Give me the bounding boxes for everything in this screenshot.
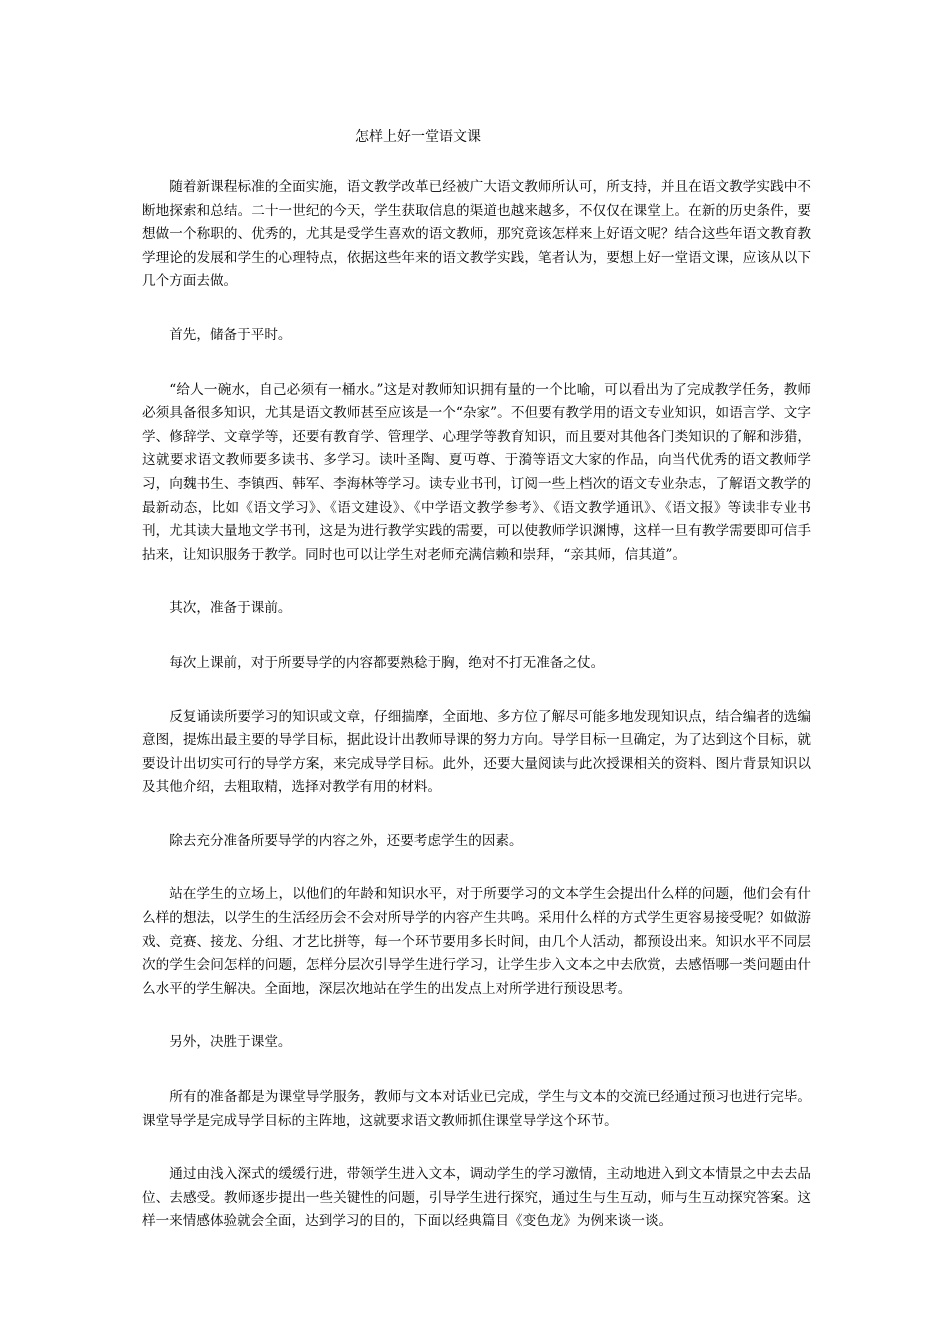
paragraph-intro: 随着新课程标准的全面实施，语文教学改革已经被广大语文教师所认可，所支持，并且在语文教学实践中不断地探索和总结。二十一世纪的今天，学生获取信息的渠道也越来越多，不仅仅在课堂上。在新的历史条件，要想做一个称职的、优秀的，尤其是受学生喜欢的语文教师，那究竟该怎样来上好语文呢？结合这些年语文教育教学理论的发展和学生的心理特点，依据这些年来的语文教学实践，笔者认为，要想上好一堂语文课，应该从以下几个方面去做。 [142, 179, 811, 290]
paragraph-student-factors: 除去充分准备所要导学的内容之外，还要考虑学生的因素。 [169, 832, 523, 849]
paragraph-knowledge-reserve: “给人一碗水，自己必须有一桶水。”这是对教师知识拥有量的一个比喻，可以看出为了完成教学任务，教师必须具备很多知识，尤其是语文教师甚至应该是一个“杂家”。不但要有教学用的语文专业知识，如语言学、文字学、修辞学、文章学等，还要有教育学、管理学、心理学等教育知识，而且要对其他各门类知识的了解和涉猎，这就要求语文教师要多读书、多学习。读叶圣陶、夏丏尊、于漪等语文大家的作品，向当代优秀的语文教师学习，向魏书生、李镇西、韩军、李海林等学习。读专业书刊，订阅一些上档次的语文专业杂志，了解语文教学的最新动态，比如《语文学习》、《语文建设》、《中学语文教学参考》、《语文教学通讯》、《语文报》等读非专业书刊，尤其读大量地文学书刊，这是为进行教学实践的需要，可以使教师学识渊博，这样一旦有教学需要即可信手拈来，让知识服务于教学。同时也可以让学生对老师充满信赖和崇拜，“亲其师，信其道”。 [142, 381, 811, 563]
paragraph-lesson-prep: 每次上课前，对于所要导学的内容都要熟稔于胸，绝对不打无准备之仗。 [169, 654, 605, 671]
document-title: 怎样上好一堂语文课 [355, 129, 481, 145]
section-heading-first: 首先，储备于平时。 [169, 326, 292, 343]
section-heading-third: 另外，决胜于课堂。 [169, 1034, 292, 1051]
document-body [142, 176, 811, 1264]
paragraph-repeated-reading: 反复诵读所要学习的知识或文章，仔细揣摩，全面地、多方位了解尽可能多地发现知识点，结合编者的选编意图，提炼出最主要的导学目标，据此设计出教师导课的努力方向。导学目标一旦确定，为了达到这个目标，就要设计出切实可行的导学方案，来完成导学目标。此外，还要大量阅读与此次授课相关的资料、图片背景知识以及其他介绍，去粗取精，选择对教学有用的材料。 [142, 708, 811, 796]
paragraph-student-perspective: 站在学生的立场上，以他们的年龄和知识水平，对于所要学习的文本学生会提出什么样的问题，他们会有什么样的想法，以学生的生活经历会不会对所导学的内容产生共鸣。采用什么样的方式学生更容易接受呢？如做游戏、竞赛、接龙、分组、才艺比拼等，每一个环节要用多长时间，由几个人活动，都预设出来。知识水平不同层次的学生会问怎样的问题，怎样分层次引导学生进行学习，让学生步入文本之中去欣赏，去感悟哪一类问题由什么水平的学生解决。全面地，深层次地站在学生的出发点上对所学进行预设思考。 [142, 886, 811, 997]
paragraph-gradual-progress: 通过由浅入深式的缓缓行进，带领学生进入文本，调动学生的学习激情，主动地进入到文本情景之中去去品位、去感受。教师逐步提出一些关键性的问题，引导学生进行探究，通过生与生互动，师与生互动探究答案。这样一来情感体验就会全面，达到学习的目的，下面以经典篇目《变色龙》为例来谈一谈。 [142, 1166, 811, 1230]
paragraph-classroom-guidance: 所有的准备都是为课堂导学服务，教师与文本对话业已完成，学生与文本的交流已经通过预习也进行完毕。课堂导学是完成导学目标的主阵地，这就要求语文教师抓住课堂导学这个环节。 [142, 1089, 811, 1129]
section-heading-second: 其次，准备于课前。 [169, 600, 292, 617]
